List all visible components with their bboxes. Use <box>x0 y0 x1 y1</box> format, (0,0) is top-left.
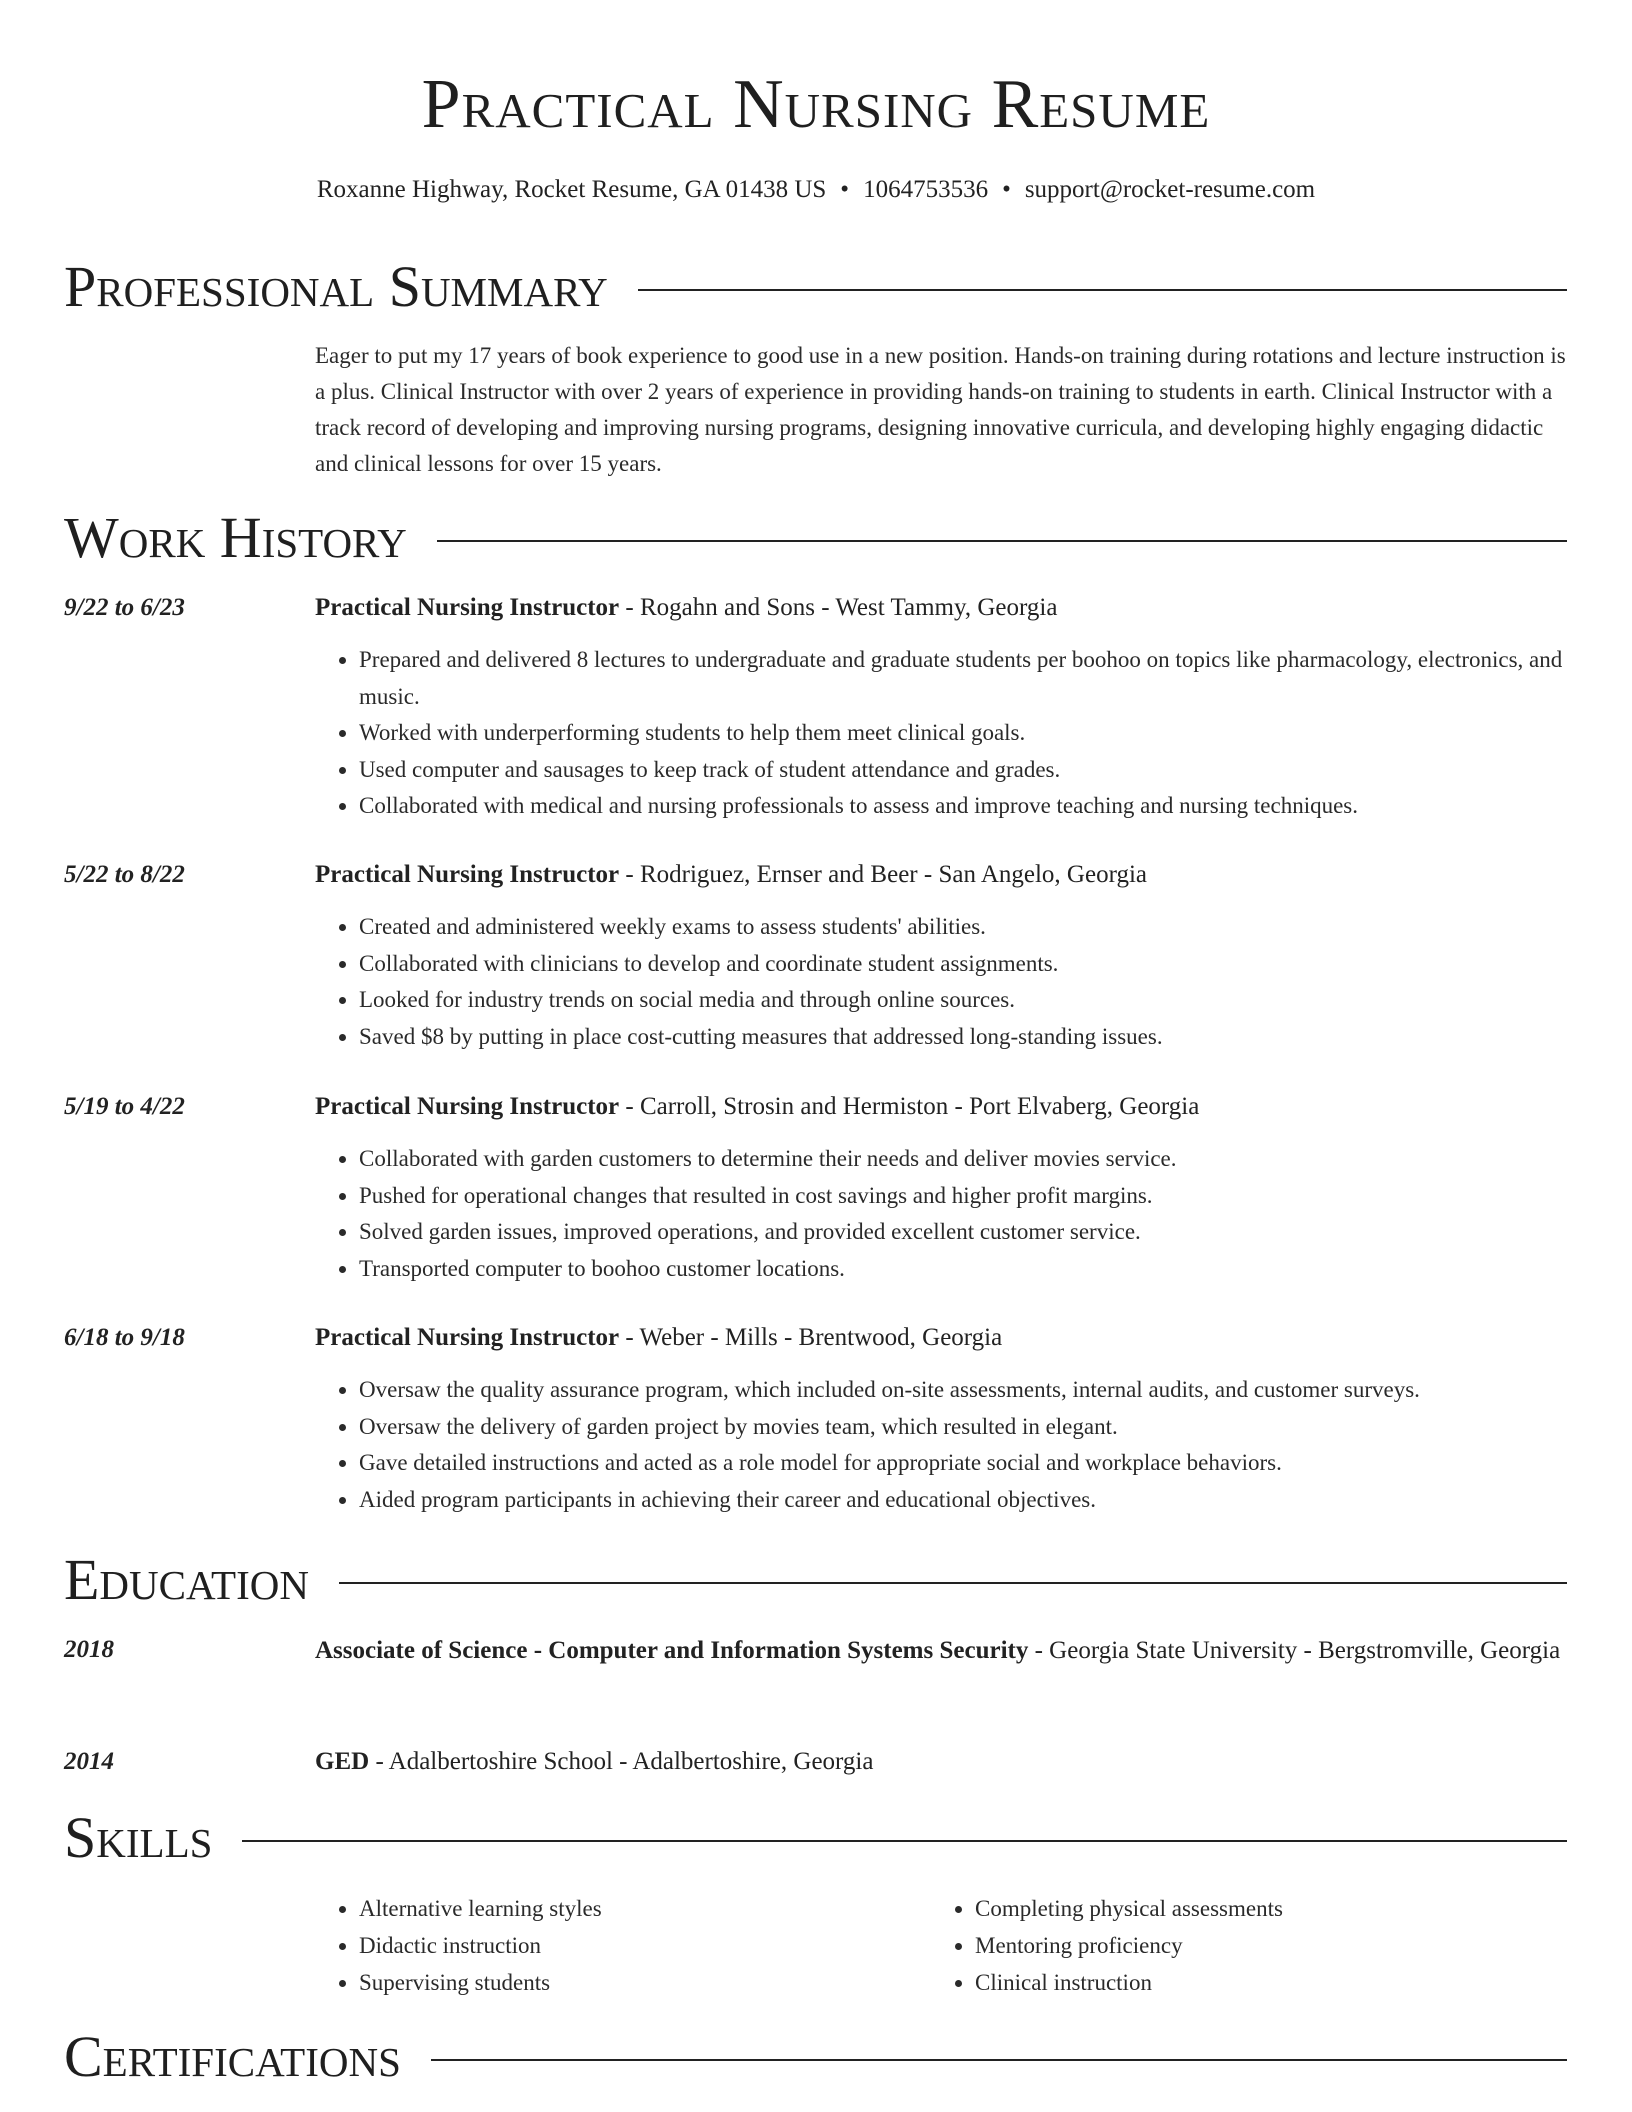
section-title: Certifications <box>64 2025 431 2089</box>
separator-dot: • <box>1002 176 1011 203</box>
education-headline <box>315 1744 1567 1780</box>
job-title: Practical Nursing Instructor <box>315 594 620 621</box>
education-year: 2018 <box>64 1636 114 1663</box>
list-item: • Collaborated with garden customers to determine their needs and deliver movies service. <box>359 1141 1584 1178</box>
list-item: • Oversaw the quality assurance program, which included on-site assessments, internal audits, and customer surveys. <box>359 1372 1584 1409</box>
section-divider <box>64 1840 1567 1842</box>
phone: 1064753536 <box>863 176 989 203</box>
work-dates: 9/22 to 6/23 <box>64 594 185 621</box>
work-bullets <box>315 1372 1584 1518</box>
list-item: • Collaborated with clinicians to develop and coordinate student assignments. <box>359 946 1584 983</box>
section-professional-summary <box>64 255 1567 319</box>
work-headline <box>315 1089 1567 1125</box>
skills-list-left <box>315 1890 919 2001</box>
work-bullets <box>315 1141 1584 1287</box>
list-item: • Completing physical assessments <box>975 1890 1575 1927</box>
summary-text: Eager to put my 17 years of book experience to good use in a new position. Hands-on training during rotations and lecture instruction is a plus. Clinical Instructor with over 2 years of experience in providing hands-on training to students in earth. Clinical Instructor with a track record of developing and improving nursing programs, designing innovative curricula, and developing highly engaging didactic and clinical lessons for over 15 years. <box>315 343 1566 476</box>
work-dates: 5/22 to 8/22 <box>64 861 185 888</box>
work-bullets <box>315 909 1584 1055</box>
education-details: - Adalbertoshire School - Adalbertoshire, Georgia <box>369 1748 874 1775</box>
list-item: • Created and administered weekly exams to assess students' abilities. <box>359 909 1584 946</box>
work-headline <box>315 857 1567 893</box>
section-title: Education <box>64 1548 339 1612</box>
job-title: Practical Nursing Instructor <box>315 1093 620 1120</box>
section-title: Skills <box>64 1806 242 1870</box>
degree: Associate of Science - Computer and Information Systems Security <box>315 1637 1029 1664</box>
contact-line <box>0 174 1632 206</box>
degree: GED <box>315 1748 370 1775</box>
job-details: - Weber - Mills - Brentwood, Georgia <box>619 1324 1003 1351</box>
list-item: • Solved garden issues, improved operations, and provided excellent customer service. <box>359 1214 1584 1251</box>
email: support@rocket-resume.com <box>1024 176 1316 203</box>
list-item: • Gave detailed instructions and acted as a role model for appropriate social and workplace behaviors. <box>359 1445 1584 1482</box>
separator-dot: • <box>840 176 850 203</box>
list-item: • Transported computer to boohoo customer locations. <box>359 1251 1584 1288</box>
job-title: Practical Nursing Instructor <box>315 861 620 888</box>
list-item: • Oversaw the delivery of garden project by movies team, which resulted in elegant. <box>359 1409 1584 1446</box>
education-headline <box>315 1632 1567 1670</box>
education-details: - Georgia State University - Bergstromville, Georgia <box>1028 1637 1561 1664</box>
section-work-history <box>64 506 1567 570</box>
list-item: • Saved $8 by putting in place cost-cutting measures that addressed long-standing issues. <box>359 1019 1584 1056</box>
section-education <box>64 1548 1567 1612</box>
work-headline <box>315 1320 1567 1356</box>
work-headline <box>315 590 1567 626</box>
list-item: • Mentoring proficiency <box>975 1927 1575 1964</box>
list-item: • Pushed for operational changes that resulted in cost savings and higher profit margins. <box>359 1178 1584 1215</box>
work-dates: 5/19 to 4/22 <box>64 1093 185 1120</box>
section-certifications <box>64 2025 1567 2089</box>
section-skills <box>64 1806 1567 1870</box>
list-item: • Didactic instruction <box>359 1927 919 1964</box>
resume-title: Practical Nursing Resume <box>421 66 1211 143</box>
list-item: • Prepared and delivered 8 lectures to undergraduate and graduate students per boohoo on topics like pharmacology, electronics, and music. <box>359 642 1584 715</box>
list-item: • Looked for industry trends on social media and through online sources. <box>359 982 1584 1019</box>
education-year: 2014 <box>64 1748 114 1775</box>
address: Roxanne Highway, Rocket Resume, GA 01438 US <box>316 176 827 203</box>
work-dates: 6/18 to 9/18 <box>64 1324 185 1351</box>
list-item: • Alternative learning styles <box>359 1890 919 1927</box>
section-title: Professional Summary <box>64 255 638 319</box>
list-item: • Clinical instruction <box>975 1964 1575 2001</box>
job-title: Practical Nursing Instructor <box>315 1324 620 1351</box>
job-details: - Rodriguez, Ernser and Beer - San Angelo, Georgia <box>619 861 1147 888</box>
job-details: - Rogahn and Sons - West Tammy, Georgia <box>619 594 1058 621</box>
list-item: • Supervising students <box>359 1964 919 2001</box>
list-item: • Aided program participants in achieving their career and educational objectives. <box>359 1482 1584 1519</box>
job-details: - Carroll, Strosin and Hermiston - Port Elvaberg, Georgia <box>619 1093 1200 1120</box>
list-item: • Collaborated with medical and nursing professionals to assess and improve teaching and nursing techniques. <box>359 788 1584 825</box>
section-title: Work History <box>64 506 437 570</box>
list-item: • Worked with underperforming students to help them meet clinical goals. <box>359 715 1584 752</box>
work-bullets <box>315 642 1584 825</box>
list-item: • Used computer and sausages to keep track of student attendance and grades. <box>359 752 1584 789</box>
skills-list-right <box>931 1890 1575 2001</box>
